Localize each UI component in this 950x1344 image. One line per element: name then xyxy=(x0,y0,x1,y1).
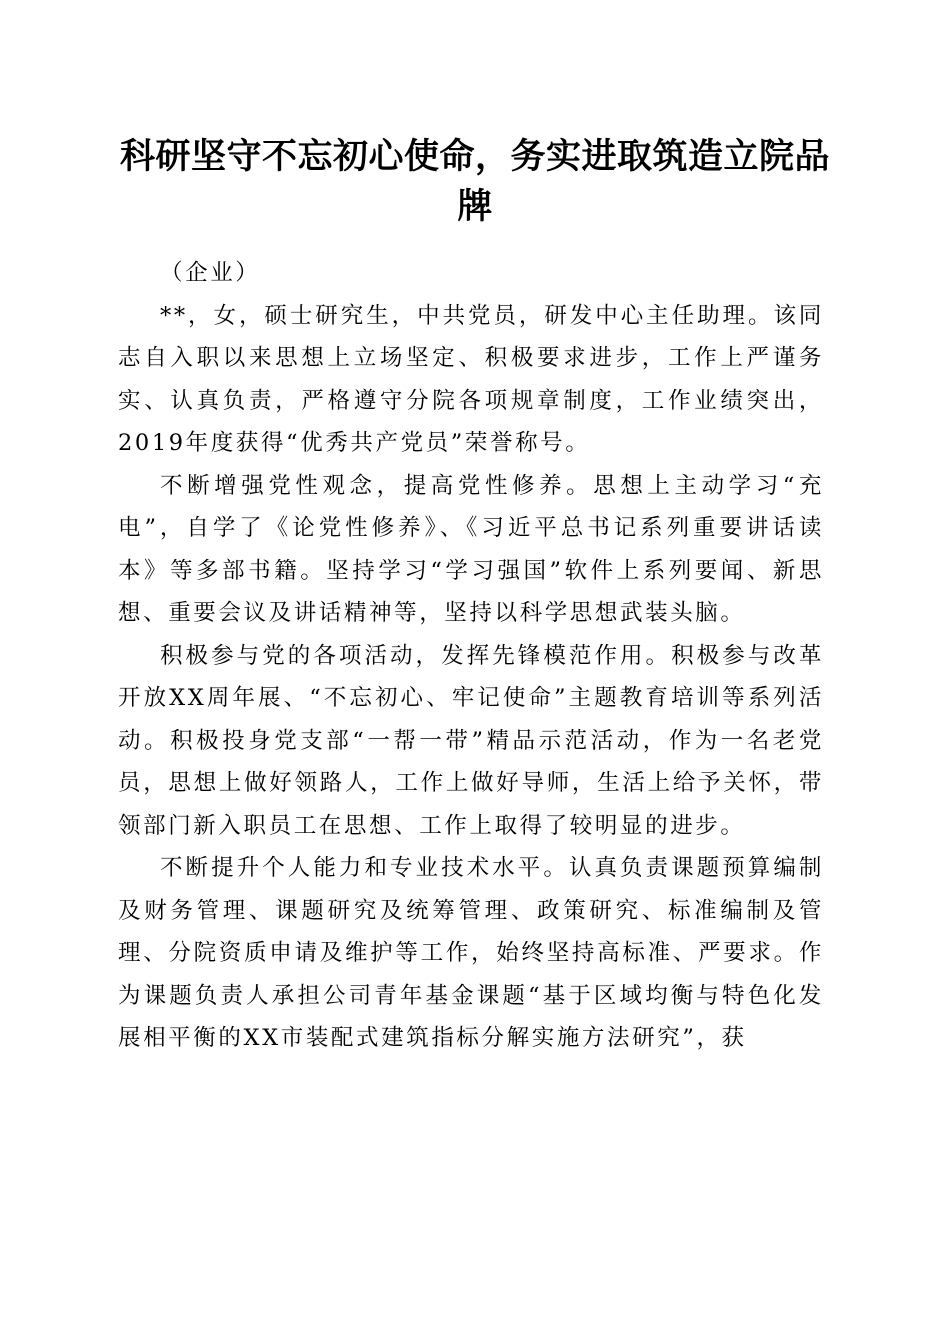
document-title: 科研坚守不忘初心使命，务实进取筑造立院品牌 xyxy=(119,136,830,227)
document-body xyxy=(118,252,824,1060)
paragraph-intro: **，女，硕士研究生，中共党员，研发中心主任助理。该同志自入职以来思想上立场坚定、积极要求进步，工作上严谨务实、认真负责，严格遵守分院各项规章制度，工作业绩突出，2019年度获得“优秀共产党员”荣誉称号。 xyxy=(118,302,824,456)
paragraph-party-spirit: 不断增强党性观念，提高党性修养。思想上主动学习“充电”，自学了《论党性修养》、《习近平总书记系列重要讲话读本》等多部书籍。坚持学习“学习强国”软件上系列要闻、新思想、重要会议及讲话精神等，坚持以科学思想武装头脑。 xyxy=(118,472,824,626)
category-label: （企业） xyxy=(160,260,261,286)
paragraph-professional: 不断提升个人能力和专业技术水平。认真负责课题预算编制及财务管理、课题研究及统筹管理、政策研究、标准编制及管理、分院资质申请及维护等工作，始终坚持高标准、严要求。作为课题负责人承担公司青年基金课题“基于区域均衡与特色化发展相平衡的XX市装配式建筑指标分解实施方法研究”，获 xyxy=(118,855,824,1051)
paragraph-activities: 积极参与党的各项活动，发挥先锋模范作用。积极参与改革开放XX周年展、“不忘初心、牢记使命”主题教育培训等系列活动。积极投身党支部“一帮一带”精品示范活动，作为一名老党员，思想上做好领路人，工作上做好导师，生活上给予关怀，带领部门新入职员工在思想、工作上取得了较明显的进步。 xyxy=(118,642,824,839)
